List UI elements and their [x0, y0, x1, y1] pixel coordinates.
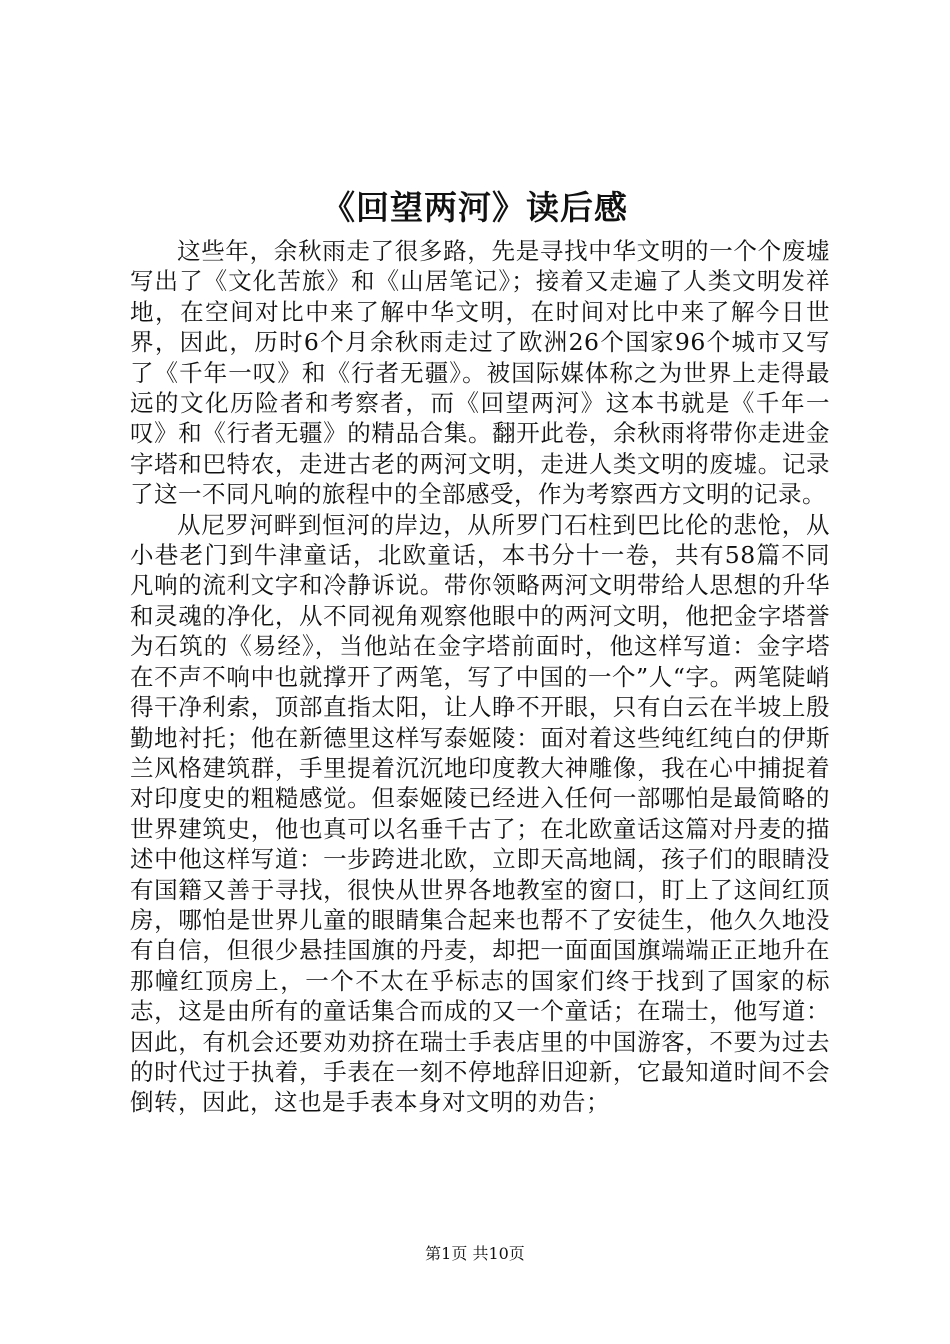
document-body [130, 236, 830, 1118]
document-title: 《回望两河》读后感 [322, 188, 628, 227]
paragraph-1: 这些年，余秋雨走了很多路，先是寻找中华文明的一个个废墟写出了《文化苦旅》和《山居笔记》；接着又走遍了人类文明发祥地，在空间对比中来了解中华文明，在时间对比中来了解今日世界，因此，历时6个月余秋雨走过了欧洲26个国家96个城市又写了《千年一叹》和《行者无疆》。被国际媒体称之为世界上走得最远的文化历险者和考察者，而《回望两河》这本书就是《千年一叹》和《行者无疆》的精品合集。翻开此卷，余秋雨将带你走进金字塔和巴特农，走进古老的两河文明，走进人类文明的废墟。记录了这一不同凡响的旅程中的全部感受，作为考察西方文明的记录。 [130, 237, 830, 509]
paragraph-2: 从尼罗河畔到恒河的岸边，从所罗门石柱到巴比伦的悲怆，从小巷老门到牛津童话，北欧童话，本书分十一卷，共有58篇不同凡响的流利文字和冷静诉说。带你领略两河文明带给人思想的升华和灵魂的净化，从不同视角观察他眼中的两河文明，他把金字塔誉为石筑的《易经》，当他站在金字塔前面时，他这样写道：金字塔在不声不响中也就撑开了两笔，写了中国的一个”人“字。两笔陡峭得干净利索，顶部直指太阳，让人睁不开眼，只有白云在半坡上殷勤地衬托；他在新德里这样写泰姬陵：面对着这些纯红纯白的伊斯兰风格建筑群，手里提着沉沉地印度教大神雕像，我在心中捕捉着对印度史的粗糙感觉。但泰姬陵已经进入任何一部哪怕是最简略的世界建筑史，他也真可以名垂千古了；在北欧童话这篇对丹麦的描述中他这样写道：一步跨进北欧，立即天高地阔，孩子们的眼睛没有国籍又善于寻找，很快从世界各地教室的窗口，盯上了这间红顶房，哪怕是世界儿童的眼睛集合起来也帮不了安徒生，他久久地没有自信，但很少悬挂国旗的丹麦，却把一面面国旗端端正正地升在那幢红顶房上，一个不太在乎标志的国家们终于找到了国家的标志，这是由所有的童话集合而成的又一个童话；在瑞士，他写道：因此，有机会还要劝劝挤在瑞士手表店里的中国游客，不要为过去的时代过于执着，手表在一刻不停地辞旧迎新，它最知道时间不会倒转，因此，这也是手表本身对文明的劝告； [130, 510, 830, 1117]
page-number-footer: 第1页 共10页 [425, 1244, 525, 1263]
